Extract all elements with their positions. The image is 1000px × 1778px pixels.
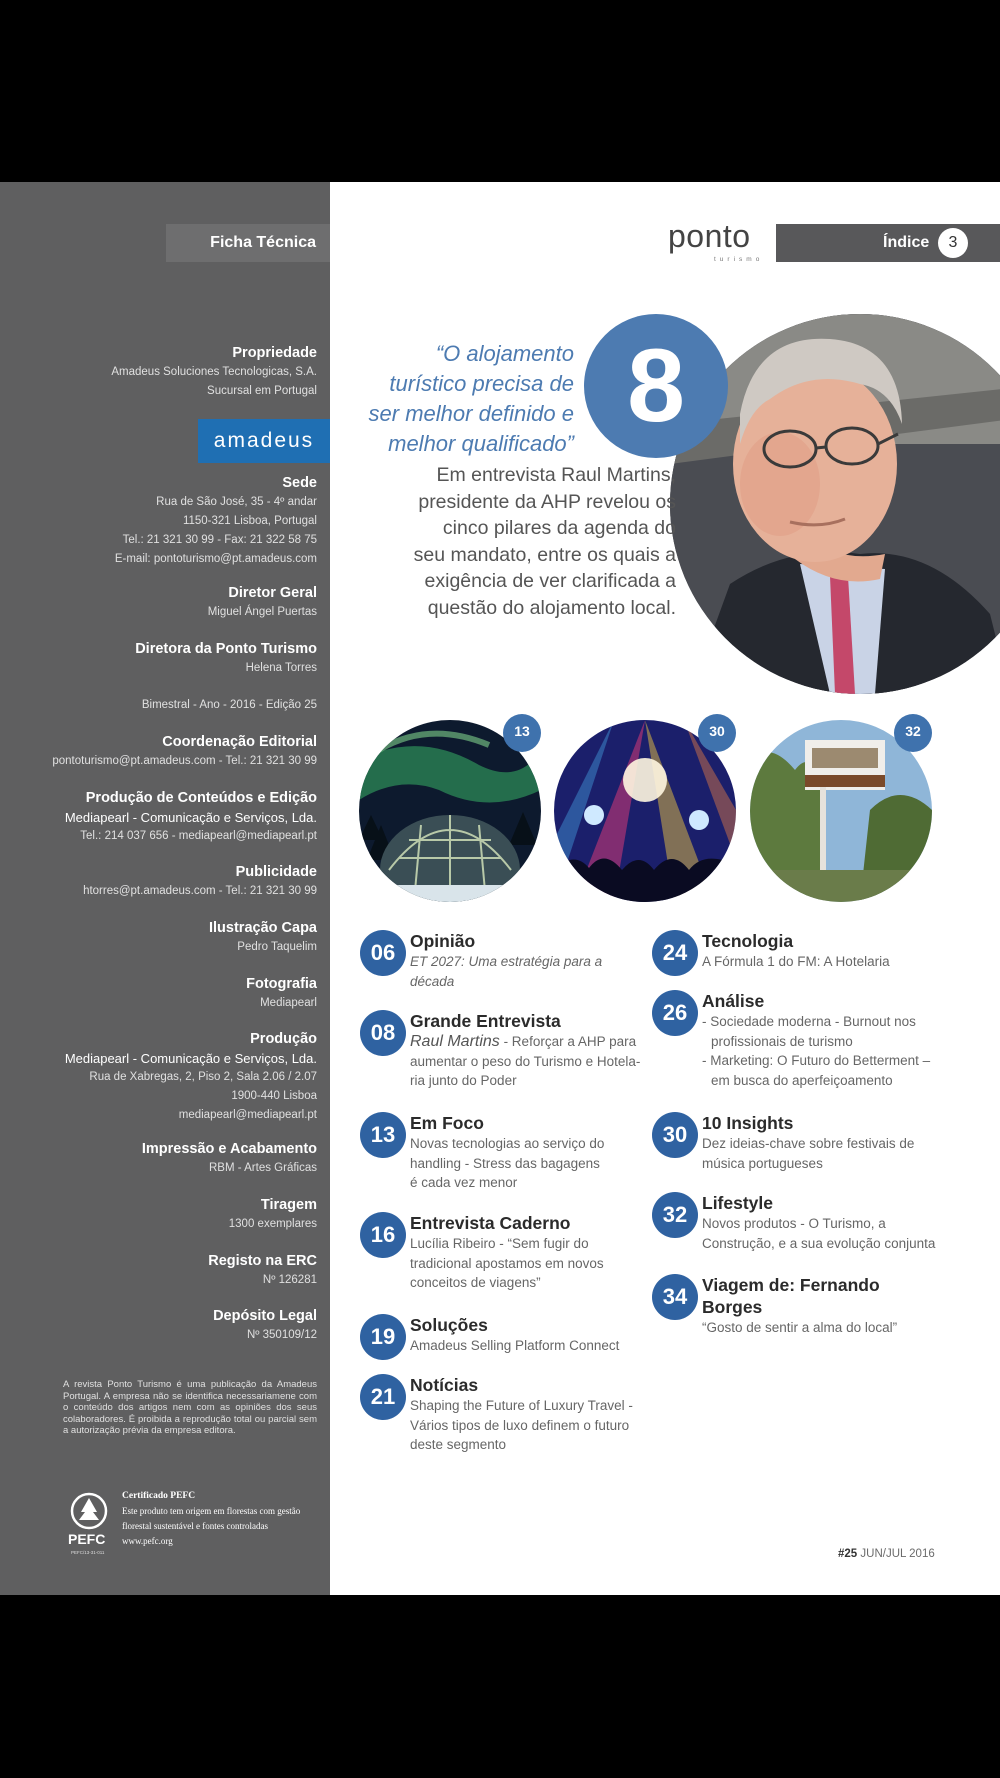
sede-block [17, 474, 317, 569]
pefc-logo-icon [66, 1492, 116, 1556]
thumb-badge: 32 [894, 714, 932, 752]
issue-footer [838, 1548, 935, 1560]
coordenacao-heading: Coordenação Editorial [162, 734, 317, 750]
producao-line: 1900-440 Lisboa [231, 1090, 317, 1102]
desc-line: cinco pilares da agenda do [442, 517, 676, 539]
pefc-line: Este produto tem origem em florestas com gestão [122, 1506, 301, 1516]
toc-line: aumentar o peso do Turismo e Hotela- [410, 1053, 641, 1069]
sede-line: Rua de São José, 35 - 4º andar [156, 496, 317, 508]
toc-number: 16 [360, 1212, 406, 1258]
desc-line: presidente da AHP revelou os [418, 490, 676, 513]
toc-number: 24 [652, 930, 698, 976]
feature-description [356, 462, 676, 621]
disclaimer-text: A revista Ponto Turismo é uma publicação da Amadeus Portugal. A empresa não se identifica necessariamene com o conteúdo dos artigos nem com as opiniões dos seus colaboradores. É proibida a reprodução total ou parcial sem a autorização prévia da empresa editora. [63, 1379, 317, 1436]
toc-lead: Raul Martins [410, 1033, 500, 1050]
page-number: 3 [938, 228, 968, 258]
publicidade-heading: Publicidade [235, 864, 317, 880]
sede-line: E-mail: pontoturismo@pt.amadeus.com [114, 553, 317, 565]
ilustracao-heading: Ilustração Capa [209, 920, 317, 936]
ilustracao-block [17, 919, 317, 957]
toc-line: música portugueses [702, 1155, 823, 1171]
tiragem-heading: Tiragem [260, 1197, 317, 1213]
toc-line: Construção, e a sua evolução conjunta [702, 1235, 936, 1251]
toc-number: 32 [652, 1192, 698, 1238]
producao-conteudos-block [17, 789, 317, 846]
magazine-page [0, 182, 1000, 1595]
toc-line: - Reforçar a AHP para [499, 1034, 637, 1049]
toc-number: 19 [360, 1314, 406, 1360]
pefc-logo-text: PEFC [68, 1531, 106, 1547]
bimestral-line: Bimestral - Ano - 2016 - Edição 25 [141, 699, 317, 711]
quote-line: melhor qualificado” [388, 431, 574, 456]
impressao-line: RBM - Artes Gráficas [209, 1162, 317, 1174]
toc-line: é cada vez menor [410, 1175, 518, 1190]
propriedade-heading: Propriedade [232, 345, 317, 361]
brand-sub: turismo [714, 256, 764, 263]
toc-title: 10 Insights [702, 1113, 794, 1133]
ficha-tecnica-sidebar [0, 182, 330, 1595]
issue-date: JUN/JUL 2016 [860, 1548, 935, 1560]
registo-heading: Registo na ERC [208, 1253, 317, 1269]
toc-line: em busca do aperfeiçoamento [711, 1072, 893, 1088]
toc-line: “Gosto de sentir a alma do local” [702, 1320, 898, 1335]
toc-title: Grande Entrevista [410, 1011, 561, 1031]
diretor-name: Miguel Ángel Puertas [207, 606, 317, 618]
propriedade-line: Sucursal em Portugal [207, 385, 317, 397]
registo-line: Nº 126281 [262, 1274, 317, 1286]
thumb-badge: 13 [503, 714, 541, 752]
toc-line: - Sociedade moderna - Burnout nos [702, 1014, 916, 1029]
producao-conteudos-line: Tel.: 214 037 656 - mediapearl@mediapearl.pt [80, 830, 317, 842]
diretora-heading: Diretora da Ponto Turismo [135, 641, 317, 657]
toc-title: Análise [702, 991, 765, 1011]
quote-line: ser melhor definido e [368, 401, 574, 426]
sede-line: Tel.: 21 321 30 99 - Fax: 21 322 58 75 [122, 534, 317, 546]
toc-line: década [410, 973, 455, 989]
sede-heading: Sede [282, 475, 317, 491]
toc-number: 21 [360, 1374, 406, 1420]
ilustracao-line: Pedro Taquelim [237, 941, 317, 953]
desc-line: Em entrevista Raul Martins, [436, 464, 676, 486]
desc-line: exigência de ver clarificada a [424, 570, 676, 592]
feature-page-number: 8 [584, 314, 728, 458]
impressao-heading: Impressão e Acabamento [141, 1141, 317, 1157]
toc-line: A Fórmula 1 do FM: A Hotelaria [702, 954, 890, 969]
toc-line: Vários tipos de luxo definem o futuro [410, 1417, 630, 1433]
pefc-title: Certificado PEFC [122, 1491, 196, 1501]
bimestral-block [17, 696, 317, 715]
impressao-block [17, 1140, 317, 1178]
toc-title: Lifestyle [702, 1193, 773, 1213]
toc-title: Viagem de: Fernando Borges [702, 1275, 880, 1317]
pefc-logo-code: PEFC/13-31-011 [71, 1550, 105, 1555]
deposito-line: Nº 350109/12 [246, 1329, 317, 1341]
toc-number: 08 [360, 1010, 406, 1056]
producao-conteudos-line: Mediapearl - Comunicação e Serviços, Lda. [64, 810, 317, 825]
diretora-block [17, 640, 317, 678]
producao-block [17, 1030, 317, 1125]
ficha-tecnica-label: Ficha Técnica [166, 224, 330, 262]
toc-line: Shaping the Future of Luxury Travel - [410, 1398, 633, 1413]
toc-line: - Marketing: O Futuro do Betterment – [702, 1053, 931, 1068]
coordenacao-block [17, 733, 317, 771]
ponto-turismo-logo [668, 218, 776, 266]
propriedade-block [17, 344, 317, 401]
quote-line: “O alojamento [435, 341, 574, 366]
toc-line: deste segmento [410, 1437, 507, 1452]
pefc-certification [122, 1489, 322, 1549]
tiragem-line: 1300 exemplares [228, 1218, 317, 1230]
diretor-block [17, 584, 317, 622]
feature-quote [300, 339, 574, 459]
publicidade-block [17, 863, 317, 901]
desc-line: seu mandato, entre os quais a [413, 543, 676, 566]
toc-number: 26 [652, 990, 698, 1036]
diretora-name: Helena Torres [245, 662, 317, 674]
publicidade-line: htorres@pt.amadeus.com - Tel.: 21 321 30 99 [83, 885, 317, 897]
toc-line: conceitos de viagens” [410, 1275, 541, 1290]
toc-title: Notícias [410, 1375, 479, 1395]
toc-title: Tecnologia [702, 931, 794, 951]
diretor-heading: Diretor Geral [228, 585, 317, 601]
toc-line: profissionais de turismo [711, 1033, 853, 1049]
toc-line: ET 2027: Uma estratégia para a [410, 954, 603, 969]
producao-line: mediapearl@mediapearl.pt [178, 1109, 317, 1121]
tiragem-block [17, 1196, 317, 1234]
producao-line: Rua de Xabregas, 2, Piso 2, Sala 2.06 / 2.07 [89, 1071, 317, 1083]
toc-number: 30 [652, 1112, 698, 1158]
indice-label: Índice [883, 234, 930, 251]
toc-number: 34 [652, 1274, 698, 1320]
toc-line: handling - Stress das bagagens [410, 1155, 600, 1171]
toc-line: tradicional apostamos em novos [410, 1255, 604, 1271]
producao-line: Mediapearl - Comunicação e Serviços, Lda. [64, 1051, 317, 1066]
toc-title: Em Foco [410, 1113, 484, 1133]
toc-number: 13 [360, 1112, 406, 1158]
brand-name: ponto [668, 218, 751, 254]
toc-line: Dez ideias-chave sobre festivais de [702, 1136, 915, 1151]
pefc-url: www.pefc.org [122, 1536, 173, 1546]
indice-bar [776, 224, 1000, 262]
fotografia-heading: Fotografia [246, 976, 317, 992]
producao-conteudos-heading: Produção de Conteúdos e Edição [85, 790, 317, 806]
toc-line: ria junto do Poder [410, 1073, 517, 1088]
sede-line: 1150-321 Lisboa, Portugal [182, 515, 317, 527]
toc-line: Amadeus Selling Platform Connect [410, 1338, 620, 1353]
toc-title: Soluções [410, 1315, 488, 1335]
registo-block [17, 1252, 317, 1290]
fotografia-line: Mediapearl [260, 997, 317, 1009]
toc-title: Entrevista Caderno [410, 1213, 571, 1233]
deposito-heading: Depósito Legal [213, 1308, 317, 1324]
toc-line: Novos produtos - O Turismo, a [702, 1216, 886, 1231]
fotografia-block [17, 975, 317, 1013]
desc-line: questão do alojamento local. [427, 596, 676, 619]
toc-line: Novas tecnologias ao serviço do [410, 1136, 605, 1151]
deposito-block [17, 1307, 317, 1345]
producao-heading: Produção [250, 1031, 317, 1047]
toc-line: Lucília Ribeiro - “Sem fugir do [410, 1236, 589, 1251]
amadeus-logo: amadeus [198, 419, 330, 463]
toc-number: 06 [360, 930, 406, 976]
pefc-line: florestal sustentável e fontes controladas [122, 1521, 268, 1531]
toc-title: Opinião [410, 931, 476, 951]
quote-line: turístico precisa de [389, 371, 574, 396]
coordenacao-line: pontoturismo@pt.amadeus.com - Tel.: 21 321 30 99 [52, 755, 317, 767]
issue-number: #25 [838, 1548, 858, 1560]
thumb-badge: 30 [698, 714, 736, 752]
propriedade-line: Amadeus Soluciones Tecnologicas, S.A. [111, 366, 317, 378]
